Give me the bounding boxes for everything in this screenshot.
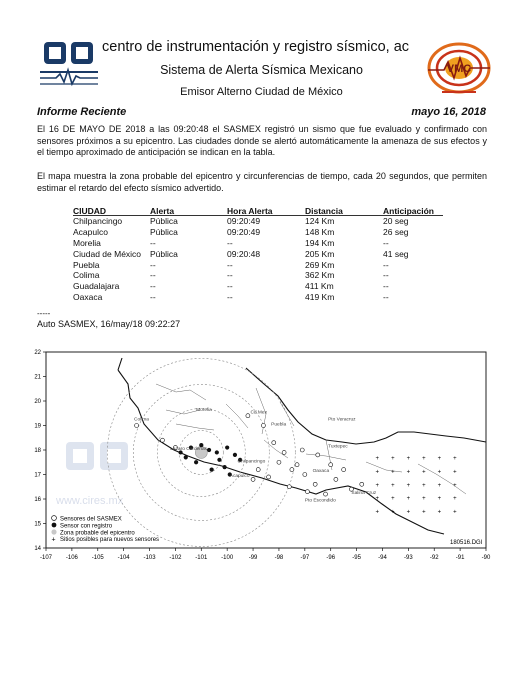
cell-ciudad: Morelia bbox=[73, 237, 101, 248]
sensor-marker bbox=[287, 485, 291, 489]
future-site-marker: + bbox=[437, 509, 442, 516]
cell-hora: 09:20:48 bbox=[227, 248, 261, 259]
col-header-alerta: Alerta bbox=[150, 205, 175, 216]
future-site-marker: + bbox=[375, 482, 380, 489]
city-label: Colima bbox=[134, 417, 149, 423]
x-tick-label: -94 bbox=[378, 555, 387, 561]
x-tick-label: -106 bbox=[65, 555, 78, 561]
future-site-marker: + bbox=[453, 509, 457, 516]
future-site-marker: + bbox=[375, 496, 380, 503]
cell-ciudad: Chilpancingo bbox=[73, 216, 123, 227]
cell-distancia: 205 Km bbox=[305, 248, 335, 259]
legend-epicenter-icon bbox=[51, 529, 56, 534]
cell-distancia: 419 Km bbox=[305, 291, 335, 302]
city-label: Puebla bbox=[271, 422, 287, 428]
cell-alerta: -- bbox=[150, 270, 156, 281]
cell-hora: 09:20:49 bbox=[227, 227, 261, 238]
y-axis-ticks bbox=[34, 350, 46, 552]
cell-alerta: -- bbox=[150, 291, 156, 302]
sensor-marker bbox=[313, 482, 317, 486]
cell-distancia: 124 Km bbox=[305, 216, 335, 227]
cell-ciudad: Oaxaca bbox=[73, 291, 103, 302]
report-paragraph-summary: El 16 DE MAYO DE 2018 a las 09:20:48 el SASMEX registró un sismo que fue evaluado y confirmado con sensores próximos a su epicentro. Las ciudades donde se alertó automáticamente la amenaza de sus efectos y el tiempo aproximado de anticipación se indican en la tabla. bbox=[37, 124, 487, 158]
future-site-marker: + bbox=[391, 496, 395, 503]
x-tick-label: -96 bbox=[326, 555, 336, 561]
cell-hora: -- bbox=[227, 259, 233, 270]
city-label: Pto Veracruz bbox=[328, 417, 356, 423]
future-site-marker: + bbox=[437, 496, 442, 503]
table-row bbox=[73, 248, 443, 259]
cell-alerta: -- bbox=[150, 259, 156, 270]
cell-anticipacion: 26 seg bbox=[383, 227, 409, 238]
sensor-marker bbox=[277, 460, 281, 464]
legend-sensores: Sensores del SASMEX bbox=[60, 516, 122, 523]
city-label: Oaxaca bbox=[312, 469, 330, 475]
sensor-marker bbox=[300, 448, 304, 452]
future-site-marker: + bbox=[375, 509, 380, 516]
legend-sensor-registro: Sensor con registro bbox=[60, 523, 113, 530]
sensor-marker bbox=[246, 414, 250, 418]
system-name: Sistema de Alerta Sísmica Mexicano bbox=[160, 63, 363, 77]
report-title: Informe Reciente bbox=[37, 106, 127, 118]
cell-distancia: 194 Km bbox=[305, 237, 335, 248]
x-tick-label: -98 bbox=[274, 555, 284, 561]
report-date: mayo 16, 2018 bbox=[411, 106, 486, 118]
legend-zona: Zona probable del epicentro bbox=[60, 530, 135, 537]
watermark-text: www.cires.mx bbox=[56, 495, 124, 507]
future-site-marker: + bbox=[437, 482, 442, 489]
cell-ciudad: Colima bbox=[73, 270, 100, 281]
future-site-marker: + bbox=[453, 482, 457, 489]
sensor-registered-marker bbox=[233, 453, 237, 457]
future-site-marker: + bbox=[391, 455, 395, 462]
city-label: Cd Mex bbox=[250, 410, 268, 416]
x-tick-label: -100 bbox=[221, 555, 234, 561]
cell-anticipacion: -- bbox=[383, 281, 389, 292]
auto-timestamp: Auto SASMEX, 16/may/18 09:22:27 bbox=[37, 319, 181, 329]
future-site-marker: + bbox=[422, 496, 426, 503]
sensor-marker bbox=[251, 477, 255, 481]
cell-hora: -- bbox=[227, 281, 233, 292]
emisor-logo bbox=[424, 40, 494, 100]
x-tick-label: -97 bbox=[300, 555, 310, 561]
cell-ciudad: Ciudad de México bbox=[73, 248, 142, 259]
future-site-marker: + bbox=[375, 469, 380, 476]
epicenter-map bbox=[26, 344, 496, 566]
cell-ciudad: Guadalajara bbox=[73, 281, 120, 292]
future-site-marker: + bbox=[437, 455, 442, 462]
legend-sitios: Sitios posibles para nuevos sensores bbox=[60, 537, 160, 543]
future-site-marker: + bbox=[391, 469, 395, 476]
future-site-marker: + bbox=[422, 455, 426, 462]
sensor-marker bbox=[267, 475, 271, 479]
table-header-rule bbox=[73, 215, 443, 216]
sensor-marker bbox=[261, 424, 265, 428]
sensor-marker bbox=[342, 468, 346, 472]
y-tick-label: 18 bbox=[34, 448, 41, 454]
x-tick-label: -99 bbox=[248, 555, 258, 561]
org-name: centro de instrumentación y registro sísmico, ac bbox=[102, 39, 410, 55]
sensor-marker bbox=[360, 482, 364, 486]
y-tick-label: 20 bbox=[34, 399, 41, 405]
future-site-marker: + bbox=[422, 509, 426, 516]
cell-hora: -- bbox=[227, 237, 233, 248]
cell-distancia: 269 Km bbox=[305, 259, 335, 270]
x-tick-label: -104 bbox=[117, 555, 130, 561]
future-site-marker: + bbox=[453, 455, 457, 462]
cell-anticipacion: -- bbox=[383, 270, 389, 281]
sensor-registered-marker bbox=[225, 445, 229, 449]
x-axis-ticks bbox=[40, 548, 491, 561]
map-code: 180516.DGI bbox=[450, 540, 483, 546]
cell-alerta: Pública bbox=[150, 227, 178, 238]
sensor-marker bbox=[256, 468, 260, 472]
alert-cities-table bbox=[73, 205, 443, 302]
table-row bbox=[73, 292, 443, 303]
emisor-name: Emisor Alterno Ciudad de México bbox=[180, 86, 343, 98]
y-tick-label: 15 bbox=[34, 521, 41, 528]
y-tick-label: 14 bbox=[34, 546, 41, 552]
cell-distancia: 362 Km bbox=[305, 270, 335, 281]
cell-distancia: 411 Km bbox=[305, 281, 334, 292]
city-label: Acapulco bbox=[229, 473, 250, 479]
cell-anticipacion: -- bbox=[383, 291, 389, 302]
table-row bbox=[73, 227, 443, 238]
sensor-marker bbox=[303, 473, 307, 477]
sensor-registered-marker bbox=[194, 460, 198, 464]
cell-alerta: Pública bbox=[150, 248, 178, 259]
cell-distancia: 148 Km bbox=[305, 227, 335, 238]
cell-alerta: -- bbox=[150, 281, 156, 292]
x-tick-label: -107 bbox=[39, 555, 53, 561]
future-site-marker: + bbox=[406, 455, 411, 462]
sensor-registered-marker bbox=[217, 458, 221, 462]
future-site-marker: + bbox=[391, 482, 395, 489]
sensor-registered-marker bbox=[215, 450, 219, 454]
sensor-registered-marker bbox=[207, 448, 211, 452]
sensor-registered-marker bbox=[222, 465, 226, 469]
x-tick-label: -102 bbox=[169, 555, 182, 561]
x-tick-label: -105 bbox=[91, 555, 104, 561]
x-tick-label: -93 bbox=[404, 555, 413, 561]
city-label: Tuxtepec bbox=[328, 444, 348, 450]
future-site-marker: + bbox=[406, 482, 411, 489]
future-site-marker: + bbox=[406, 496, 411, 503]
cell-anticipacion: 20 seg bbox=[383, 216, 409, 227]
sensor-marker bbox=[305, 490, 309, 494]
y-tick-label: 21 bbox=[34, 374, 41, 381]
sensor-marker bbox=[316, 453, 320, 457]
sensor-registered-marker bbox=[184, 455, 188, 459]
x-tick-label: -92 bbox=[429, 555, 439, 561]
y-tick-label: 17 bbox=[34, 472, 41, 479]
sensor-marker bbox=[290, 468, 294, 472]
col-header-hora: Hora Alerta bbox=[227, 205, 273, 216]
report-paragraph-map: El mapa muestra la zona probable del epicentro y circunferencias de tiempo, cada 20 segundos, que permiten estimar el retardo del efecto sísmico advertido. bbox=[37, 171, 487, 193]
future-site-marker: + bbox=[453, 469, 457, 476]
sensor-marker bbox=[334, 477, 338, 481]
sensor-marker bbox=[135, 424, 139, 428]
future-site-marker: + bbox=[437, 469, 442, 476]
x-tick-label: -91 bbox=[455, 555, 465, 561]
col-header-ciudad: CIUDAD bbox=[73, 205, 107, 216]
x-tick-label: -95 bbox=[352, 555, 361, 561]
col-header-anticipacion: Anticipación bbox=[383, 205, 435, 216]
sensor-marker bbox=[324, 492, 328, 496]
city-label: Lazaro Cardenas bbox=[170, 447, 208, 452]
cell-anticipacion: -- bbox=[383, 259, 389, 270]
future-site-marker: + bbox=[422, 469, 426, 476]
x-tick-label: -103 bbox=[143, 555, 156, 561]
cell-ciudad: Acapulco bbox=[73, 227, 108, 238]
city-label: Morelia bbox=[196, 407, 212, 413]
city-label: Salina Cruz bbox=[351, 491, 377, 497]
sensor-marker bbox=[329, 463, 333, 467]
future-site-marker: + bbox=[406, 509, 411, 516]
table-row bbox=[73, 281, 443, 292]
cell-alerta: Pública bbox=[150, 216, 178, 227]
sensor-marker bbox=[282, 450, 286, 454]
y-tick-label: 22 bbox=[34, 350, 41, 356]
legend-plus-icon: + bbox=[51, 536, 56, 544]
emisor-logo-text: VMC bbox=[446, 63, 472, 75]
table-row bbox=[73, 259, 443, 270]
city-label: Chilpancingo bbox=[237, 459, 266, 465]
table-row bbox=[73, 238, 443, 249]
sensor-marker bbox=[272, 441, 276, 445]
sensor-registered-marker bbox=[210, 468, 214, 472]
cell-hora: -- bbox=[227, 291, 233, 302]
x-tick-label: -101 bbox=[195, 555, 208, 561]
footer-dashes: ----- bbox=[37, 309, 51, 318]
cell-anticipacion: 41 seg bbox=[383, 248, 409, 259]
y-tick-label: 19 bbox=[34, 423, 41, 430]
future-site-marker: + bbox=[406, 469, 411, 476]
col-header-distancia: Distancia bbox=[305, 205, 343, 216]
future-site-marker: + bbox=[422, 482, 426, 489]
sensor-marker bbox=[295, 463, 299, 467]
sensor-marker bbox=[160, 438, 164, 442]
table-row bbox=[73, 270, 443, 281]
city-label: Pto Escondido bbox=[304, 498, 336, 504]
cell-ciudad: Puebla bbox=[73, 259, 100, 270]
legend-sensor-registered-icon bbox=[52, 523, 57, 528]
cell-anticipacion: -- bbox=[383, 237, 389, 248]
cell-hora: -- bbox=[227, 270, 233, 281]
future-site-marker: + bbox=[391, 509, 395, 516]
table-row bbox=[73, 216, 443, 227]
legend-sensor-icon bbox=[52, 516, 57, 521]
cell-hora: 09:20:49 bbox=[227, 216, 261, 227]
y-tick-label: 16 bbox=[34, 497, 41, 503]
future-site-marker: + bbox=[375, 455, 380, 462]
x-tick-label: -90 bbox=[481, 555, 491, 561]
future-site-marker: + bbox=[453, 496, 457, 503]
cell-alerta: -- bbox=[150, 237, 156, 248]
